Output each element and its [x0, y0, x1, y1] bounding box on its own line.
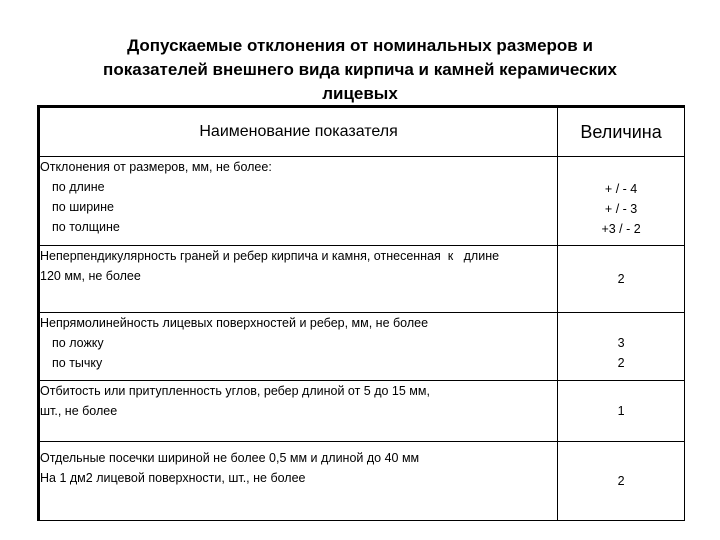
- row-value: + / - 4: [604, 182, 638, 196]
- row-value: 3: [617, 336, 625, 350]
- row-name-line: по толщине: [52, 220, 120, 234]
- row-name-cell: [39, 381, 558, 442]
- row-name-cell: [39, 442, 558, 521]
- row-value: 2: [617, 272, 625, 286]
- row-name-line: по тычку: [52, 356, 103, 370]
- title-line-2: показателей внешнего вида кирпича и камней керамических: [103, 60, 617, 79]
- title-line-1: Допускаемые отклонения от номинальных размеров и: [127, 36, 593, 55]
- table-row: [39, 313, 685, 381]
- row-name-line: шт., не более: [40, 404, 118, 418]
- row-name-cell: [39, 313, 558, 381]
- row-value-cell: [558, 157, 685, 246]
- row-value: + / - 3: [604, 202, 638, 216]
- row-value-cell: [558, 313, 685, 381]
- row-name-line: Отбитость или притупленность углов, ребер длиной от 5 до 15 мм,: [40, 384, 430, 398]
- table-row: [39, 442, 685, 521]
- row-value-cell: [558, 442, 685, 521]
- table-header-row: [39, 107, 685, 157]
- row-name-line: по длине: [52, 180, 105, 194]
- table-row: [39, 246, 685, 313]
- row-name-line: по ширине: [52, 200, 114, 214]
- row-name-line: Непрямолинейность лицевых поверхностей и ребер, мм, не более: [40, 316, 429, 330]
- row-value: 2: [617, 356, 625, 370]
- row-name-line: 120 мм, не более: [40, 269, 141, 283]
- row-value-cell: [558, 246, 685, 313]
- row-value: +3 / - 2: [601, 222, 641, 236]
- header-name: Наименование показателя: [39, 107, 558, 157]
- title-line-3: лицевых: [322, 84, 398, 103]
- row-name-line: На 1 дм2 лицевой поверхности, шт., не более: [40, 471, 306, 485]
- header-value: Величина: [558, 107, 685, 157]
- row-value: 1: [617, 404, 625, 418]
- row-name-line: Отклонения от размеров, мм, не более:: [40, 160, 272, 174]
- row-name-line: Неперпендикулярность граней и ребер кирпича и камня, отнесенная к длине: [40, 249, 500, 263]
- row-name-line: Отдельные посечки шириной не более 0,5 мм и длиной до 40 мм: [40, 451, 420, 465]
- table-row: [39, 157, 685, 246]
- row-name-cell: [39, 157, 558, 246]
- row-name-cell: [39, 246, 558, 313]
- row-value-cell: [558, 381, 685, 442]
- page-title: [40, 34, 680, 106]
- tolerance-table: [37, 105, 685, 521]
- table-row: [39, 381, 685, 442]
- row-value: 2: [617, 474, 625, 488]
- row-name-line: по ложку: [52, 336, 104, 350]
